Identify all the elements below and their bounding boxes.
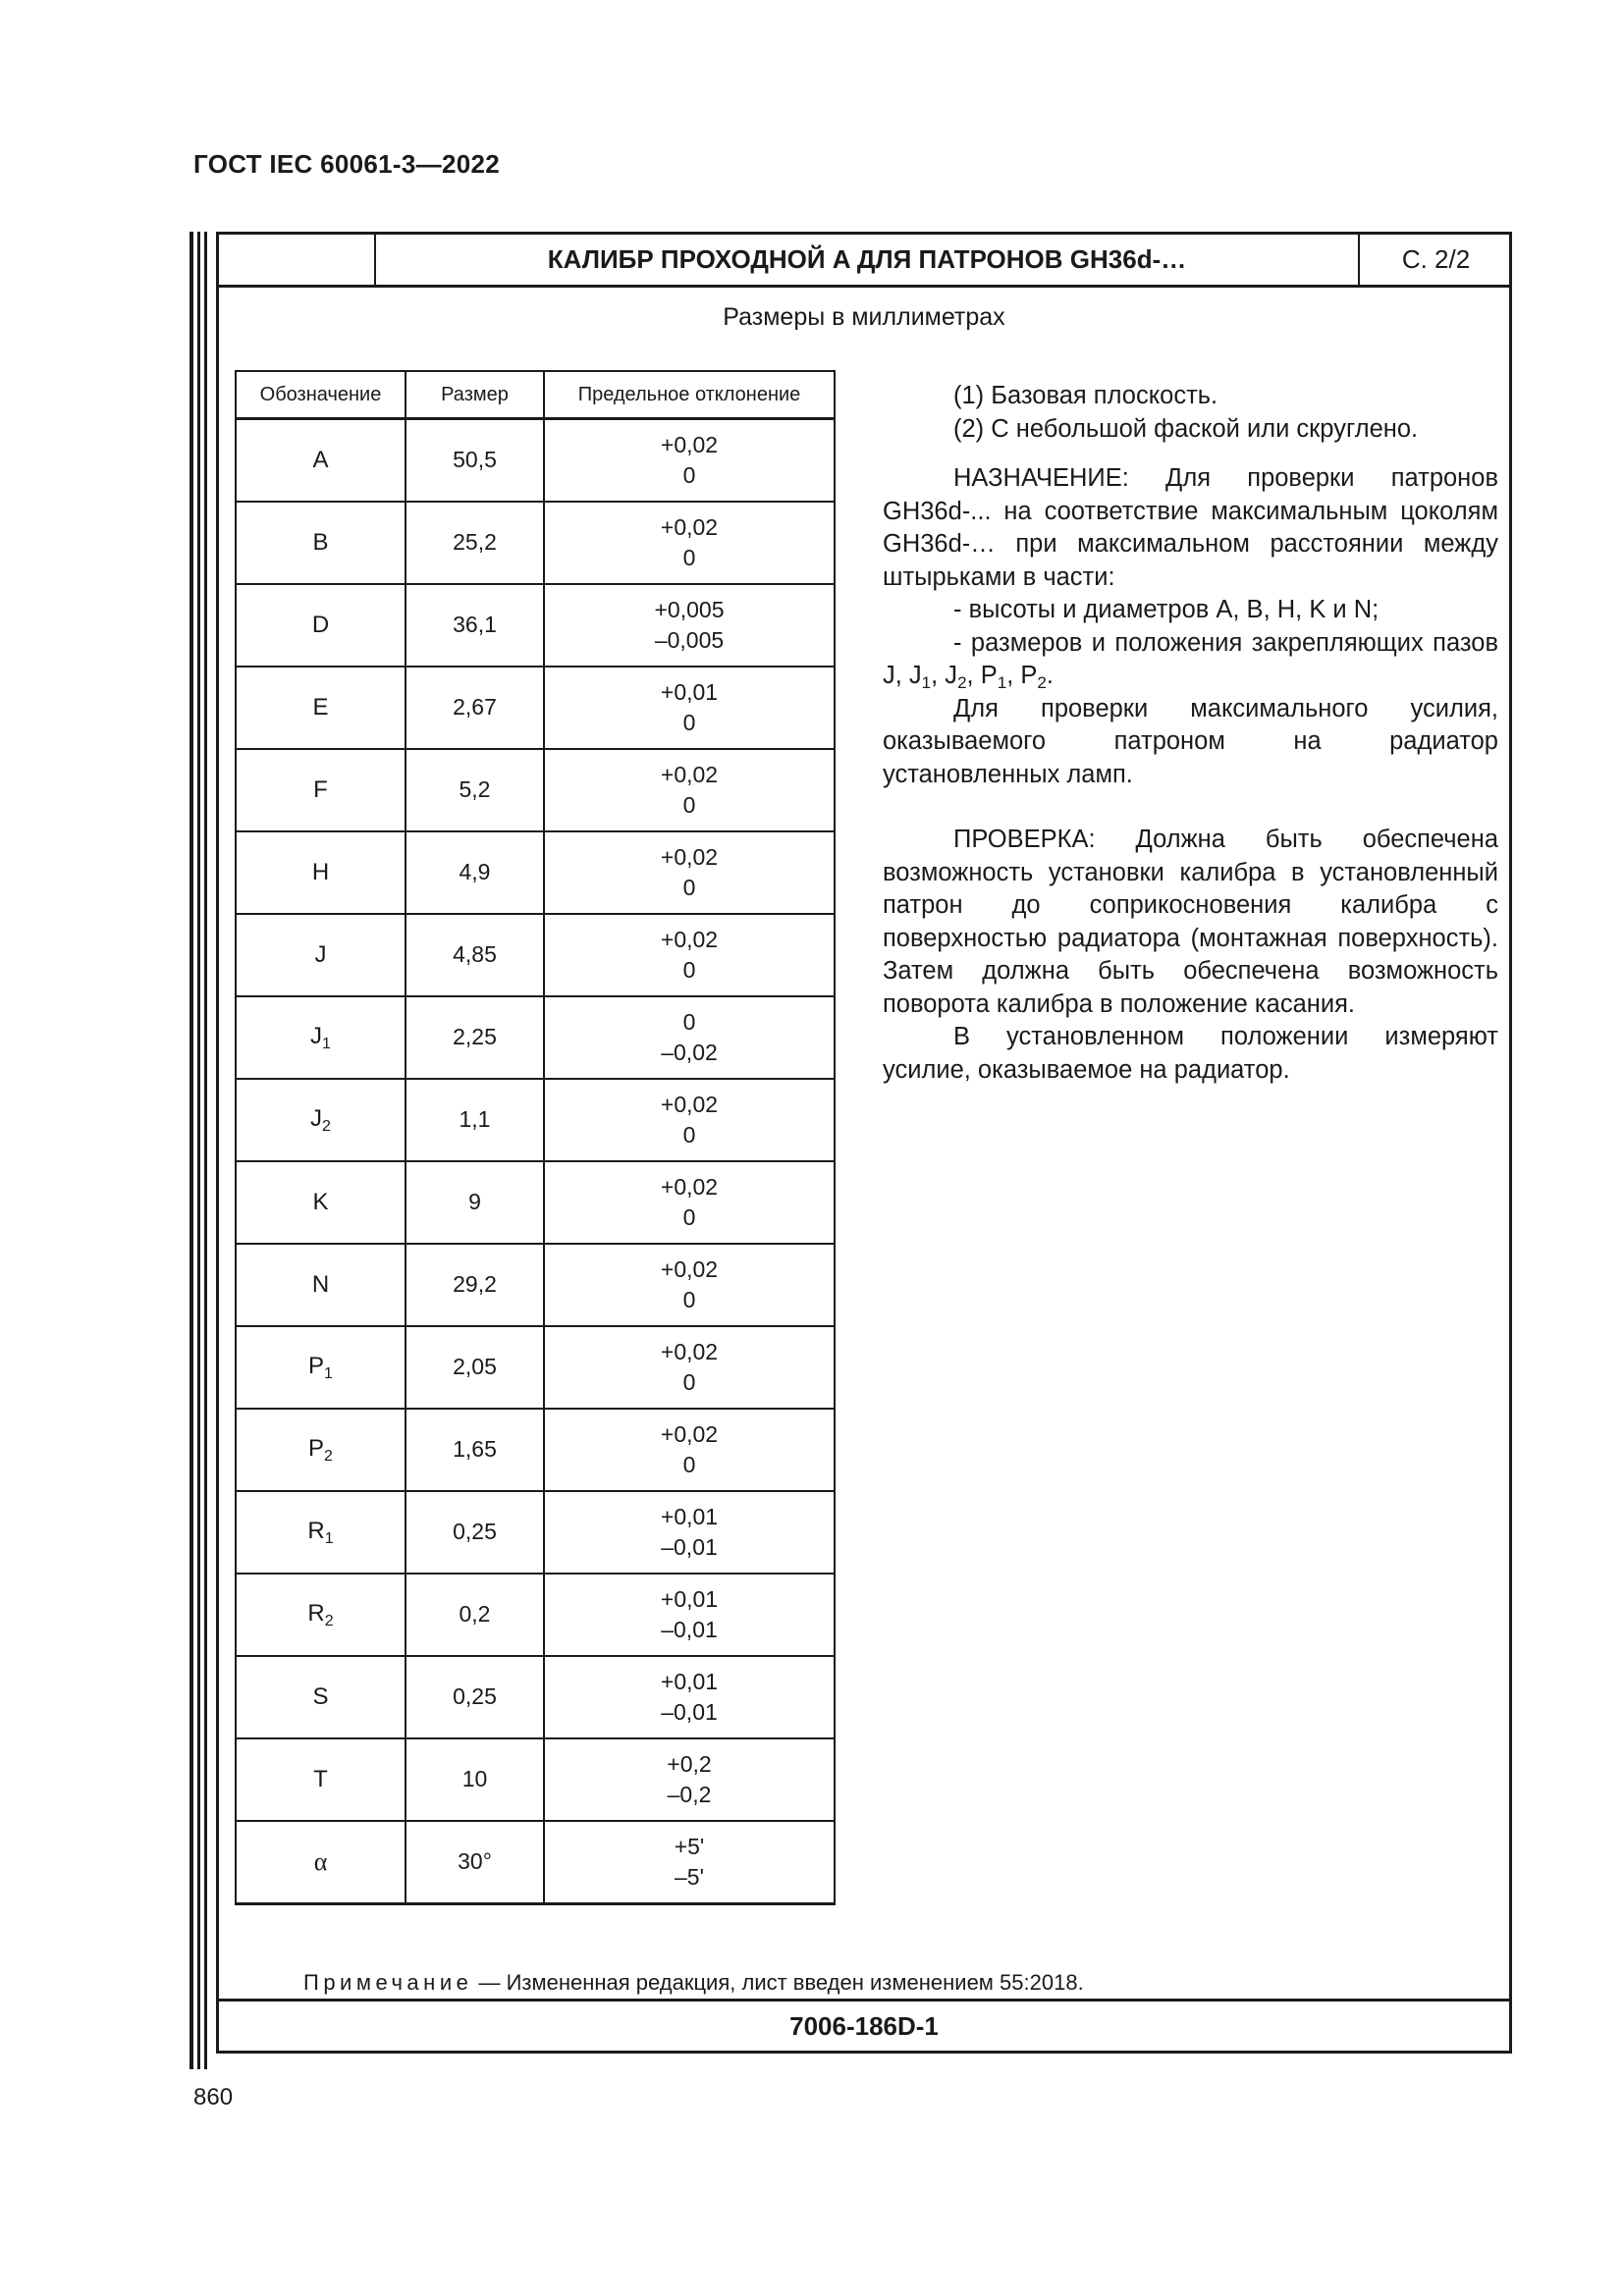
notes-column xyxy=(883,380,1498,1087)
deviation-upper: +0,2 xyxy=(667,1750,712,1777)
deviation-lower: 0 xyxy=(682,710,696,735)
table-row xyxy=(236,1656,835,1738)
deviation-cell xyxy=(544,1079,835,1161)
column-header-deviation: Предельное отклонение xyxy=(544,371,835,419)
deviation-upper: +0,01 xyxy=(660,678,719,705)
deviation-lower: –0,01 xyxy=(661,1534,718,1560)
deviation-lower: –0,01 xyxy=(661,1617,718,1642)
sheet-page-indicator: С. 2/2 xyxy=(1401,244,1471,274)
designation-cell: α xyxy=(236,1821,406,1904)
deviation-cell xyxy=(544,584,835,667)
size-cell: 36,1 xyxy=(406,584,544,667)
deviation-cell xyxy=(544,1244,835,1326)
table-row xyxy=(236,1409,835,1491)
title-blank-cell xyxy=(219,235,376,285)
designation-cell: T xyxy=(236,1738,406,1821)
table-row xyxy=(236,1491,835,1574)
deviation-lower: 0 xyxy=(682,1287,696,1312)
table-row xyxy=(236,502,835,584)
deviation-upper: +0,02 xyxy=(660,513,719,540)
table-row xyxy=(236,996,835,1079)
deviation-upper: +0,02 xyxy=(660,926,719,952)
deviation-cell xyxy=(544,1656,835,1738)
designation-cell: $P_1$ xyxy=(236,1326,406,1409)
deviation-lower: 0 xyxy=(682,1122,696,1148)
table-row xyxy=(236,1326,835,1409)
deviation-lower: –0,2 xyxy=(667,1782,712,1807)
designation-cell: K xyxy=(236,1161,406,1244)
sheet-title-row xyxy=(219,235,1509,288)
table-row xyxy=(236,749,835,831)
footnote-label: Примечание xyxy=(303,1970,473,1995)
footnote-text: — Измененная редакция, лист введен изменением 55:2018. xyxy=(472,1970,1084,1995)
page-number: 860 xyxy=(193,2084,234,2110)
dimensions-table xyxy=(235,370,836,1905)
size-cell: 2,67 xyxy=(406,667,544,749)
deviation-cell xyxy=(544,1409,835,1491)
force-paragraph: Для проверки максимального усилия, оказываемого патроном на радиатор установленных ламп. xyxy=(883,694,1498,788)
table-body xyxy=(236,419,835,1904)
deviation-lower: 0 xyxy=(682,792,696,818)
margin-rule xyxy=(189,232,193,2069)
designation-cell: $J_1$ xyxy=(236,996,406,1079)
sheet-title: КАЛИБР ПРОХОДНОЙ A ДЛЯ ПАТРОНОВ GH36d-… xyxy=(376,235,1360,285)
deviation-upper: +0,02 xyxy=(660,1173,719,1200)
size-cell: 50,5 xyxy=(406,419,544,503)
deviation-lower: 0 xyxy=(682,875,696,900)
size-cell: 4,85 xyxy=(406,914,544,996)
purpose-paragraph: НАЗНАЧЕНИЕ: Для проверки патронов GH36d-... на соответствие максимальным цоколям GH36d-… при максимальном расстоянии между штырьками в части: xyxy=(883,464,1498,591)
deviation-upper: +5' xyxy=(674,1833,705,1859)
size-cell: 1,1 xyxy=(406,1079,544,1161)
deviation-cell xyxy=(544,1574,835,1656)
designation-cell: B xyxy=(236,502,406,584)
footnote xyxy=(303,1970,1084,1996)
margin-rule xyxy=(197,232,200,2069)
table-row xyxy=(236,1079,835,1161)
deviation-lower: 0 xyxy=(682,1369,696,1395)
table-row xyxy=(236,914,835,996)
deviation-cell xyxy=(544,667,835,749)
designation-cell: D xyxy=(236,584,406,667)
table-row xyxy=(236,667,835,749)
measure-paragraph: В установленном положении измеряют усилие, оказываемое на радиатор. xyxy=(883,1023,1498,1084)
deviation-lower: –0,01 xyxy=(661,1699,718,1725)
deviation-lower: 0 xyxy=(682,1452,696,1477)
table-row xyxy=(236,1738,835,1821)
document-standard-header: ГОСТ IEC 60061-3—2022 xyxy=(193,149,500,179)
size-cell: 9 xyxy=(406,1161,544,1244)
purpose-bullet-heights: - высоты и диаметров A, B, H, K и N; xyxy=(953,596,1380,623)
designation-cell: S xyxy=(236,1656,406,1738)
deviation-upper: +0,01 xyxy=(660,1585,719,1612)
size-cell: 0,25 xyxy=(406,1656,544,1738)
deviation-upper: +0,02 xyxy=(660,431,719,457)
deviation-cell xyxy=(544,831,835,914)
deviation-upper: 0 xyxy=(682,1008,696,1035)
designation-cell: H xyxy=(236,831,406,914)
size-cell: 30° xyxy=(406,1821,544,1904)
deviation-lower: –0,02 xyxy=(661,1040,718,1065)
deviation-lower: 0 xyxy=(682,545,696,570)
table-row xyxy=(236,419,835,503)
designation-cell: A xyxy=(236,419,406,503)
column-header-designation: Обозначение xyxy=(236,371,406,419)
designation-cell: F xyxy=(236,749,406,831)
table-row xyxy=(236,831,835,914)
deviation-lower: –5' xyxy=(675,1864,704,1890)
deviation-cell xyxy=(544,1161,835,1244)
deviation-upper: +0,02 xyxy=(660,1338,719,1364)
size-cell: 2,05 xyxy=(406,1326,544,1409)
size-cell: 0,2 xyxy=(406,1574,544,1656)
size-cell: 4,9 xyxy=(406,831,544,914)
deviation-lower: 0 xyxy=(682,1204,696,1230)
size-cell: 5,2 xyxy=(406,749,544,831)
deviation-cell xyxy=(544,1491,835,1574)
deviation-cell xyxy=(544,749,835,831)
purpose-bullet-slots: - размеров и положения закрепляющих пазов J, $J_1$, $J_2$, $P_1$, $P_2$. xyxy=(883,628,1498,692)
deviation-cell xyxy=(544,996,835,1079)
deviation-lower: 0 xyxy=(682,462,696,488)
designation-cell: J xyxy=(236,914,406,996)
margin-rule xyxy=(204,232,207,2069)
designation-cell: $J_2$ xyxy=(236,1079,406,1161)
deviation-cell xyxy=(544,419,835,503)
deviation-cell xyxy=(544,502,835,584)
deviation-cell xyxy=(544,1326,835,1409)
deviation-upper: +0,02 xyxy=(660,843,719,870)
size-cell: 0,25 xyxy=(406,1491,544,1574)
table-row xyxy=(236,1244,835,1326)
deviation-cell xyxy=(544,914,835,996)
sheet-frame xyxy=(216,232,1512,2054)
deviation-cell xyxy=(544,1738,835,1821)
sheet-code: 7006-186D-1 xyxy=(219,1999,1509,2051)
deviation-upper: +0,01 xyxy=(660,1503,719,1529)
size-cell: 29,2 xyxy=(406,1244,544,1326)
size-cell: 2,25 xyxy=(406,996,544,1079)
note-base-plane: (1) Базовая плоскость. xyxy=(953,382,1218,409)
size-cell: 1,65 xyxy=(406,1409,544,1491)
deviation-cell xyxy=(544,1821,835,1904)
table-header-row xyxy=(236,371,835,419)
deviation-upper: +0,02 xyxy=(660,761,719,787)
units-caption: Размеры в миллиметрах xyxy=(723,303,1005,331)
deviation-upper: +0,01 xyxy=(660,1668,719,1694)
size-cell: 10 xyxy=(406,1738,544,1821)
designation-cell: $R_1$ xyxy=(236,1491,406,1574)
note-chamfer: (2) С небольшой фаской или скруглено. xyxy=(953,414,1419,443)
designation-cell: E xyxy=(236,667,406,749)
deviation-upper: +0,02 xyxy=(660,1091,719,1117)
column-header-size: Размер xyxy=(406,371,544,419)
size-cell: 25,2 xyxy=(406,502,544,584)
deviation-lower: –0,005 xyxy=(654,627,725,653)
designation-cell: $P_2$ xyxy=(236,1409,406,1491)
table-row xyxy=(236,1821,835,1904)
check-paragraph: ПРОВЕРКА: Должна быть обеспечена возможность установки калибра в установленный патрон до соприкосновения калибра с поверхностью радиатора (монтажная поверхность). Затем должна быть обеспечена возможность поворота калибра в положение касания. xyxy=(883,826,1498,1018)
table-row xyxy=(236,1161,835,1244)
table-row xyxy=(236,584,835,667)
deviation-upper: +0,005 xyxy=(654,596,725,622)
deviation-upper: +0,02 xyxy=(660,1420,719,1447)
designation-cell: $R_2$ xyxy=(236,1574,406,1656)
designation-cell: N xyxy=(236,1244,406,1326)
table-row xyxy=(236,1574,835,1656)
deviation-lower: 0 xyxy=(682,957,696,983)
deviation-upper: +0,02 xyxy=(660,1255,719,1282)
